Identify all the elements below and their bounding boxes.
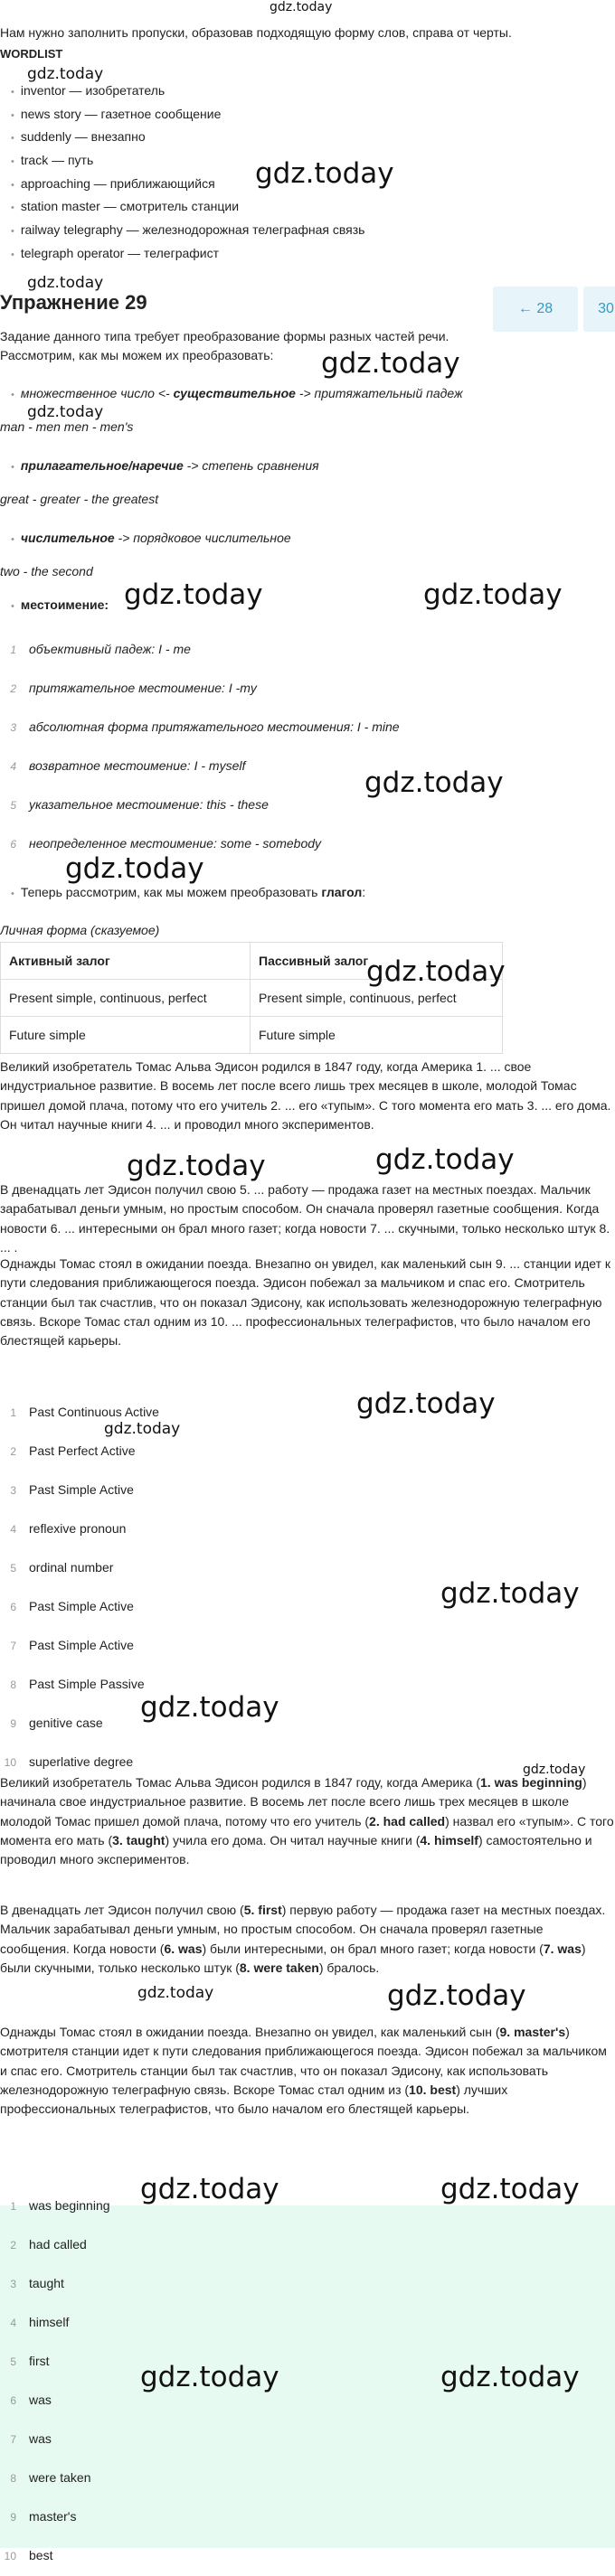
- answer-paragraph: В двенадцать лет Эдисон получил свою (5. first) первую работу — продажа газет на местных поездах. Мальчик зарабатывал деньги умным, но простым способом. Он сначала проверял газетные сообщения. Когда новости (6. was) были интересными, он брал много газет; когда новости (7. was) были скучными, только несколько штук (8. were taken) бралось.: [0, 1903, 606, 1975]
- list-item: 1 объективный падеж: I - me: [10, 642, 191, 656]
- rule-text: -> степень сравнения: [183, 458, 319, 473]
- watermark: gdz.today: [366, 955, 506, 988]
- answer-item: 9 master's: [10, 2509, 77, 2524]
- watermark: gdz.today: [364, 766, 504, 799]
- list-item: 7 Past Simple Active: [10, 1638, 134, 1652]
- list-item: 3 абсолютная форма притяжательного местоимения: I - mine: [10, 719, 400, 734]
- list-item: 3 Past Simple Active: [10, 1482, 134, 1497]
- watermark: gdz.today: [387, 1979, 526, 2012]
- wordlist-item: • railway telegraphy — железнодорожная телеграфная связь: [11, 219, 364, 242]
- watermark: gdz.today: [440, 2173, 580, 2205]
- answer-item: 10 best: [4, 2548, 53, 2562]
- watermark: gdz.today: [255, 157, 394, 190]
- wordlist-title: WORDLIST: [0, 47, 63, 61]
- watermark: gdz.today: [140, 1691, 279, 1724]
- wordlist-item: • inventor — изобретатель: [11, 80, 364, 103]
- table-cell: Future simple: [1, 1017, 251, 1054]
- answer-item: 1 was beginning: [10, 2198, 110, 2213]
- exercise-paragraph: Однажды Томас стоял в ожидании поезда. Внезапно он увидел, как маленький сын 9. ... станции идет к пути следования приближающегося поезда. Эдисон побежал за мальчиком и спас его. Смотритель станции был так счастлив, что он показал Эдисону, как использовать железнодорожную телеграфную связь. Вскоре Томас стал одним из 10. ... профессиональных телеграфистов, что было началом его блестящей карьеры.: [0, 1256, 611, 1349]
- wordlist-item: • station master — смотритель станции: [11, 195, 364, 219]
- wordlist-item: • telegraph operator — телеграфист: [11, 242, 364, 266]
- rule-item: [11, 593, 109, 617]
- answer-item: 6 was: [10, 2393, 52, 2407]
- list-item: 2 притяжательное местоимение: I -my: [10, 681, 257, 695]
- rule-keyword: числительное: [20, 531, 115, 545]
- table-cell: Present simple, continuous, perfect: [1, 980, 251, 1017]
- intro-text: Нам нужно заполнить пропуски, образовав подходящую форму слов, справа от черты.: [0, 25, 512, 40]
- table-cell: Future simple: [251, 1017, 503, 1054]
- rule-keyword: прилагательное/наречие: [20, 458, 184, 473]
- rule-text: множественное число <-: [20, 386, 174, 400]
- list-item: 6 неопределенное местоимение: some - somebody: [10, 836, 322, 851]
- watermark: gdz.today: [440, 2361, 580, 2393]
- answer-item: 5 first: [10, 2354, 50, 2368]
- watermark: gdz.today: [321, 347, 460, 380]
- rule-text: -> порядковое числительное: [114, 531, 291, 545]
- list-item: 9 genitive case: [10, 1716, 103, 1730]
- list-item: 5 указательное местоимение: this - these: [10, 797, 269, 812]
- rule-item: [11, 381, 463, 406]
- watermark: gdz.today: [65, 852, 204, 885]
- rule-keyword: существительное: [173, 386, 296, 400]
- watermark: gdz.today: [423, 578, 563, 611]
- rule-keyword: местоимение:: [20, 597, 109, 612]
- wordlist-item: • suddenly — внезапно: [11, 126, 364, 149]
- list-item: 5 ordinal number: [10, 1560, 114, 1575]
- pronoun-list: [0, 630, 615, 863]
- rule-item: [11, 880, 365, 905]
- table-header: Пассивный залог: [251, 943, 503, 980]
- answer-item: 8 were taken: [10, 2470, 91, 2485]
- list-item: 2 Past Perfect Active: [10, 1443, 136, 1458]
- watermark: gdz.today: [124, 578, 263, 611]
- prev-exercise-button[interactable]: ← 28: [493, 287, 578, 332]
- answer-item: 4 himself: [10, 2315, 70, 2329]
- watermark: gdz.today: [127, 1150, 266, 1182]
- watermark: gdz.today: [440, 1577, 580, 1610]
- answer-item: 2 had called: [10, 2237, 87, 2252]
- watermark: gdz.today: [356, 1387, 496, 1420]
- watermark: gdz.today: [523, 1763, 586, 1777]
- example-text: great - greater - the greatest: [0, 492, 159, 506]
- watermark: gdz.today: [104, 1420, 181, 1438]
- rule-item: [11, 454, 319, 478]
- wordlist-item: • news story — газетное сообщение: [11, 103, 364, 127]
- next-exercise-button[interactable]: 30: [583, 287, 615, 332]
- answer-item: 7 was: [10, 2431, 52, 2446]
- theory-text: Задание данного типа требует преобразование формы разных частей речи.: [0, 329, 449, 343]
- rule-text: -> притяжательный падеж: [295, 386, 463, 400]
- list-item: 4 reflexive pronoun: [10, 1521, 127, 1536]
- rule-text: Теперь рассмотрим, как мы можем преобразовать: [20, 885, 322, 899]
- answer-paragraph: Великий изобретатель Томас Альва Эдисон родился в 1847 году, когда Америка (1. was beginning) начинала свое индустриальное развитие. В восемь лет после всего лишь трех месяцев в школе молодой Томас пришел домой плача, потому что его учитель (2. had called) назвал его «тупым». С того момента его мать (3. taught) учила его дома. Он читал научные книги (4. himself) самостоятельно и проводил много экспериментов.: [0, 1775, 614, 1867]
- table-cell: Present simple, continuous, perfect: [251, 980, 503, 1017]
- theory-text: Рассмотрим, как мы можем их преобразовать:: [0, 348, 274, 362]
- watermark: gdz.today: [27, 274, 104, 292]
- watermark: gdz.today: [27, 65, 104, 83]
- example-text: two - the second: [0, 564, 93, 578]
- answer-paragraph: Однажды Томас стоял в ожидании поезда. Внезапно он увидел, как маленький сын (9. master's) смотрителя станции идет к пути следования приближающегося поезда. Эдисон побежал за мальчиком и спас его. Смотритель станции был так счастлив, что он показал Эдисону, как использовать железнодорожную телеграфную связь. Вскоре Томас стал одним из (10. best) лучших профессиональных телеграфистов, что было началом его блестящей карьеры.: [0, 2025, 607, 2117]
- exercise-paragraph: В двенадцать лет Эдисон получил свою 5. ... работу — продажа газет на местных поездах. Мальчик зарабатывал деньги умным, но простым способом. Он сначала проверял газетные сообщения. Когда новости 6. ... интересными он брал много газет; когда новости 7. ... скучными, только несколько штук 8. ... .: [0, 1182, 610, 1255]
- list-item: 8 Past Simple Passive: [10, 1677, 145, 1691]
- wordlist-item: • approaching — приближающийся: [11, 173, 364, 196]
- rule-text: :: [362, 885, 366, 899]
- table-header: Активный залог: [1, 943, 251, 980]
- list-item: 10 superlative degree: [4, 1754, 134, 1769]
- list-item: 6 Past Simple Active: [10, 1599, 134, 1613]
- watermark: gdz.today: [137, 1984, 214, 2002]
- rule-item: [11, 526, 291, 550]
- rule-keyword: глагол: [321, 885, 363, 899]
- watermark: gdz.today: [27, 403, 104, 421]
- watermark: gdz.today: [375, 1143, 515, 1176]
- watermark: gdz.today: [140, 2173, 279, 2205]
- example-text: man - men men - men's: [0, 419, 134, 434]
- page-title: Упражнение 29: [0, 291, 147, 314]
- list-item: 1 Past Continuous Active: [10, 1405, 159, 1419]
- list-item: 4 возвратное местоимение: I - myself: [10, 758, 246, 773]
- table-row: [1, 1017, 503, 1054]
- exercise-paragraph: Великий изобретатель Томас Альва Эдисон родился в 1847 году, когда Америка 1. ... свое индустриальное развитие. В восемь лет после всего лишь трех месяцев в школе, молодой Томас пришел домой плача, потому что его учитель 2. ... его «тупым». С того момента его мать 3. ... его дома. Он читал научные книги 4. ... и проводил много экспериментов.: [0, 1059, 611, 1132]
- watermark: gdz.today: [140, 2361, 279, 2393]
- site-logo: gdz.today: [270, 0, 333, 14]
- answer-item: 3 taught: [10, 2276, 64, 2290]
- wordlist-item: • track — путь: [11, 149, 364, 173]
- table-caption: Личная форма (сказуемое): [0, 923, 160, 937]
